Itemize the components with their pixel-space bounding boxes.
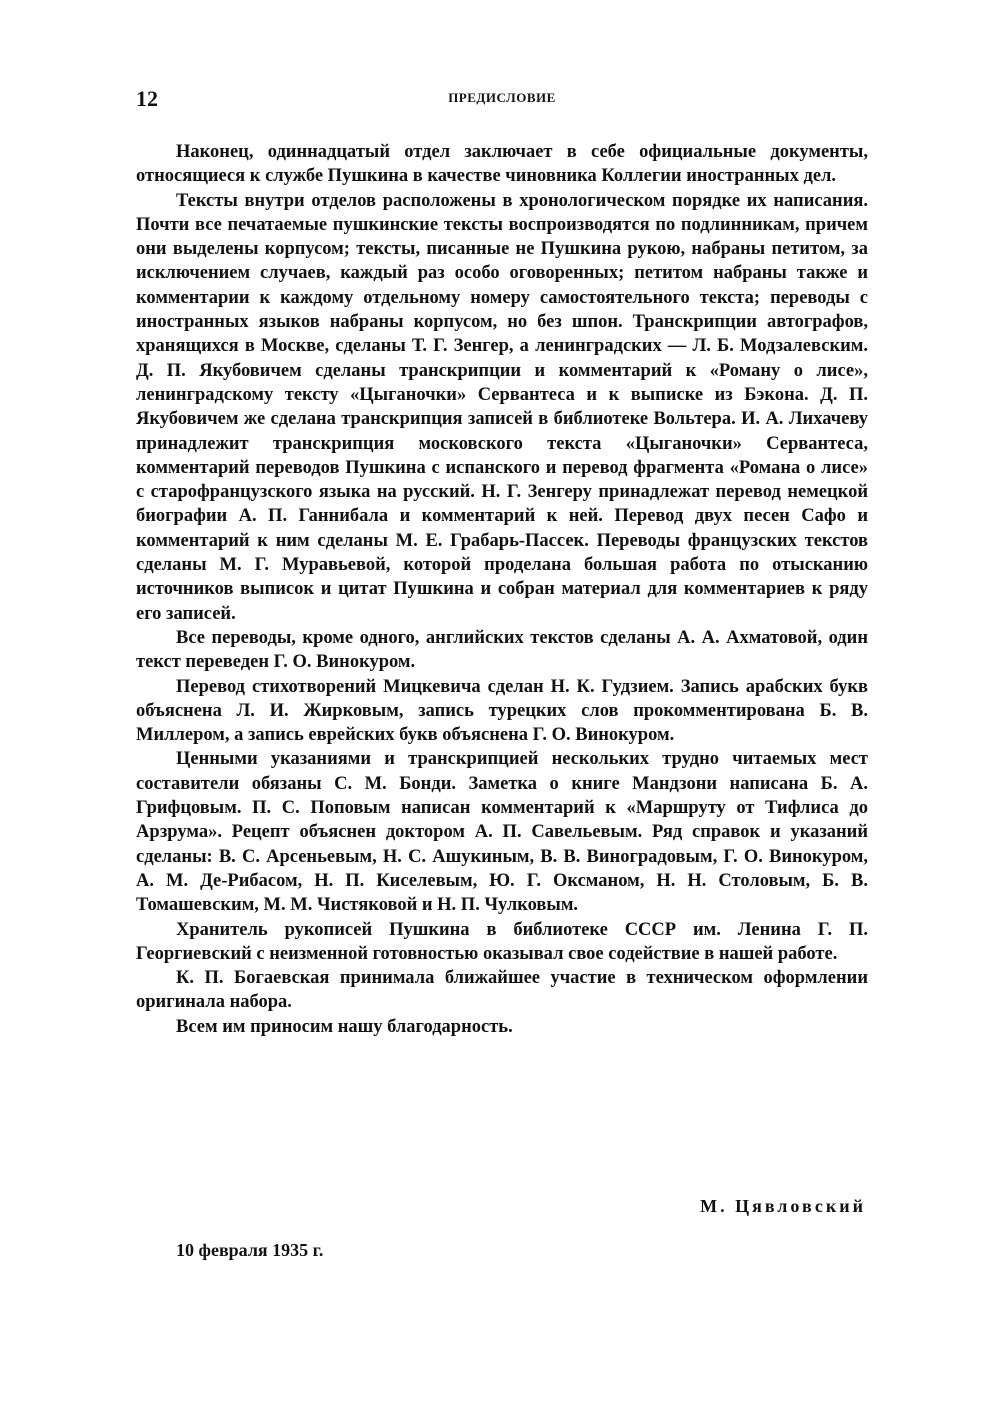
paragraph-mickiewicz-translation: Перевод стихотворений Мицкевича сделан Н. К. Гудзием. Запись арабских букв объяснена Л. И. Жирковым, запись турецких слов прокомментирована Б. В. Миллером, а запись еврейских букв объяснена Г. О. Винокуром. [136,676,868,746]
paragraph-technical-design: К. П. Богаевская принимала ближайшее участие в техническом оформлении оригинала набора. [136,968,868,1013]
paragraph-english-translations: Все переводы, кроме одного, английских текстов сделаны А. А. Ахматовой, один текст переведен Г. О. Винокуром. [136,627,868,673]
page-number: 12 [136,86,158,111]
paragraph-text-arrangement: Тексты внутри отделов расположены в хронологическом порядке их написания. Почти все печатаемые пушкинские тексты воспроизводятся по подлинникам, причем они выделены корпусом; тексты, писанные не Пушкина рукою, набраны петитом, за исключением случаев, каждый раз особо оговоренных; петитом набраны также и комментарии к каждому отдельному номеру самостоятельного текста; переводы с иностранных языков набраны корпусом, но без шпон. Транскрипции автографов, хранящихся в Москве, сделаны Т. Г. Зенгер, а ленинградских — Л. Б. Модзалевским. Д. П. Якубовичем сделаны транскрипции и комментарий к «Роману о лисе», ленинградскому тексту «Цыганочки» Сервантеса и к выписке из Бэкона. Д. П. Якубовичем же сделана транскрипция записей в библиотеке Вольтера. И. А. Лихачеву принадлежит транскрипция московского текста «Цыганочки» Сервантеса, комментарий переводов Пушкина с испанского и перевод фрагмента «Романа о лисе» с старофранцузского языка на русский. Н. Г. Зенгеру принадлежат перевод немецкой биографии А. П. Ганнибала и комментарий к ней. Перевод двух песен Сафо и комментарий к ним сделаны М. Е. Грабарь-Пассек. Переводы французских текстов сделаны М. Г. Муравьевой, которой проделана большая работа по отысканию источников выписок и цитат Пушкина и собран материал для комментариев к ряду его записей. [136,190,868,624]
paragraph-manuscript-keeper: Хранитель рукописей Пушкина в библиотеке СССР им. Ленина Г. П. Георгиевский с неизменной готовностью оказывал свое содействие в нашей работе. [136,919,868,964]
paragraph-acknowledgements: Ценными указаниями и транскрипцией нескольких трудно читаемых мест составители обязаны С. М. Бонди. Заметка о книге Мандзони написана Б. А. Грифцовым. П. С. Поповым написан комментарий к «Маршруту от Тифлиса до Арзрума». Рецепт объяснен доктором А. П. Савельевым. Ряд справок и указаний сделаны: В. С. Арсеньевым, Н. С. Ашукиным, В. В. Виноградовым, Г. О. Винокуром, А. М. Де-Рибасом, Н. П. Киселевым, Ю. Г. Оксманом, Н. Н. Столовым, Б. В. Томашевским, М. М. Чистяковой и Н. П. Чулковым. [136,749,868,916]
running-head [136,86,868,110]
paragraph-section-eleven: Наконец, одиннадцатый отдел заключает в себе официальные документы, относящиеся к службе Пушкина в качестве чиновника Коллегии иностранных дел. [136,142,868,187]
section-title: ПРЕДИСЛОВИЕ [448,90,556,105]
paragraph-gratitude: Всем им приносим нашу благодарность. [176,1016,513,1037]
author-signature: М. Цявловский [700,1196,866,1216]
body-text [136,140,868,1039]
date-line: 10 февраля 1935 г. [176,1240,324,1260]
